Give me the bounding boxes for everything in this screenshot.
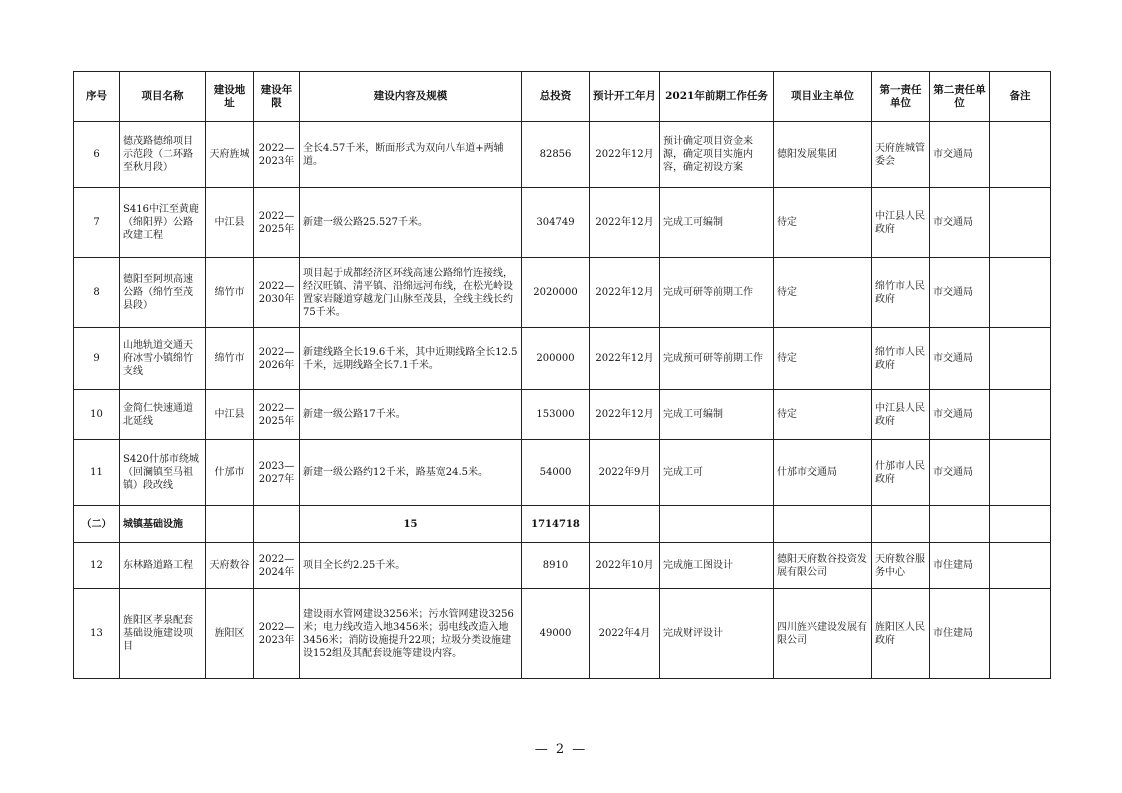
cell-resp1: 中江县人民政府 — [872, 188, 930, 258]
cell-name: 旌阳区孝泉配套基础设施建设项目 — [120, 589, 206, 679]
cell-owner: 待定 — [774, 258, 872, 328]
cell-resp2: 市交通局 — [930, 122, 990, 188]
cell-investment: 54000 — [522, 440, 590, 506]
cell-period: 2022—2026年 — [254, 328, 300, 390]
cell-location: 绵竹市 — [206, 258, 254, 328]
header-cell: 预计开工年月 — [590, 72, 660, 122]
cell-name: 山地轨道交通天府冰雪小镇绵竹支线 — [120, 328, 206, 390]
cell-start: 2022年12月 — [590, 390, 660, 440]
cell-owner: 德阳天府数谷投资发展有限公司 — [774, 543, 872, 589]
cell-resp2: 市交通局 — [930, 188, 990, 258]
table-row — [74, 543, 1051, 589]
cell-period: 2022—2023年 — [254, 589, 300, 679]
cell-note — [990, 258, 1051, 328]
cell-start: 2022年9月 — [590, 440, 660, 506]
cell-task: 完成预可研等前期工作 — [660, 328, 774, 390]
section-row — [74, 506, 1051, 543]
cell-investment: 49000 — [522, 589, 590, 679]
cell-period: 2022—2024年 — [254, 543, 300, 589]
cell-owner: 待定 — [774, 188, 872, 258]
header-cell: 项目名称 — [120, 72, 206, 122]
cell-location: 天府数谷 — [206, 543, 254, 589]
project-table — [73, 71, 1051, 679]
cell-task — [660, 506, 774, 543]
cell-no: 10 — [74, 390, 120, 440]
cell-resp2: 市交通局 — [930, 328, 990, 390]
cell-investment: 1714718 — [522, 506, 590, 543]
cell-content: 全长4.57千米，断面形式为双向八车道+两辅道。 — [300, 122, 522, 188]
cell-task: 完成工可 — [660, 440, 774, 506]
cell-resp1: 中江县人民政府 — [872, 390, 930, 440]
header-cell: 项目业主单位 — [774, 72, 872, 122]
cell-no: 8 — [74, 258, 120, 328]
cell-task: 完成工可编制 — [660, 390, 774, 440]
table-body — [74, 122, 1051, 679]
header-cell: 备注 — [990, 72, 1051, 122]
table-row — [74, 258, 1051, 328]
cell-owner: 什邡市交通局 — [774, 440, 872, 506]
cell-location: 中江县 — [206, 390, 254, 440]
cell-resp1: 旌阳区人民政府 — [872, 589, 930, 679]
cell-resp2 — [930, 506, 990, 543]
cell-owner: 待定 — [774, 328, 872, 390]
cell-note — [990, 589, 1051, 679]
table-row — [74, 122, 1051, 188]
cell-task: 完成工可编制 — [660, 188, 774, 258]
header-row — [74, 72, 1051, 122]
cell-task: 完成可研等前期工作 — [660, 258, 774, 328]
table-row — [74, 328, 1051, 390]
header-cell: 建设地址 — [206, 72, 254, 122]
cell-content: 项目起于成都经济区环线高速公路绵竹连接线，经汉旺镇、清平镇、沿绵远河布线，在松光岭设置家岩隧道穿越龙门山脉至茂县，全线主线长约75千米。 — [300, 258, 522, 328]
header-cell: 总投资 — [522, 72, 590, 122]
cell-content: 15 — [300, 506, 522, 543]
cell-content: 建设雨水管网建设3256米；污水管网建设3256米；电力线改造入地3456米；弱电线改造入地3456米；消防设施提升22项；垃圾分类设施建设152组及其配套设施等建设内容。 — [300, 589, 522, 679]
cell-content: 新建线路全长19.6千米，其中近期线路全长12.5千米，远期线路全长7.1千米。 — [300, 328, 522, 390]
cell-resp2: 市交通局 — [930, 440, 990, 506]
cell-note — [990, 543, 1051, 589]
cell-owner — [774, 506, 872, 543]
cell-resp2: 市住建局 — [930, 543, 990, 589]
cell-start: 2022年12月 — [590, 328, 660, 390]
cell-investment: 200000 — [522, 328, 590, 390]
header-cell: 序号 — [74, 72, 120, 122]
cell-name: 金简仁快速通道北延线 — [120, 390, 206, 440]
cell-name: 城镇基础设施 — [120, 506, 206, 543]
cell-owner: 德阳发展集团 — [774, 122, 872, 188]
cell-name: 德茂路德绵项目示范段（二环路至秋月段） — [120, 122, 206, 188]
cell-investment: 2020000 — [522, 258, 590, 328]
cell-investment: 304749 — [522, 188, 590, 258]
cell-note — [990, 390, 1051, 440]
cell-no: 12 — [74, 543, 120, 589]
cell-task: 完成施工图设计 — [660, 543, 774, 589]
cell-resp1: 绵竹市人民政府 — [872, 328, 930, 390]
cell-name: 东林路道路工程 — [120, 543, 206, 589]
table-row — [74, 440, 1051, 506]
cell-no: 13 — [74, 589, 120, 679]
table-row — [74, 188, 1051, 258]
cell-start: 2022年12月 — [590, 258, 660, 328]
cell-note — [990, 328, 1051, 390]
cell-period: 2022—2030年 — [254, 258, 300, 328]
cell-no: 6 — [74, 122, 120, 188]
cell-resp2: 市住建局 — [930, 589, 990, 679]
table-row — [74, 390, 1051, 440]
cell-start: 2022年12月 — [590, 122, 660, 188]
cell-note — [990, 188, 1051, 258]
cell-start — [590, 506, 660, 543]
cell-resp1: 什邡市人民政府 — [872, 440, 930, 506]
cell-task: 预计确定项目资金来源，确定项目实施内容，确定初设方案 — [660, 122, 774, 188]
cell-location: 绵竹市 — [206, 328, 254, 390]
cell-resp1: 天府数谷服务中心 — [872, 543, 930, 589]
table-row — [74, 589, 1051, 679]
header-cell: 第一责任单位 — [872, 72, 930, 122]
cell-owner: 四川旌兴建设发展有限公司 — [774, 589, 872, 679]
cell-no: 9 — [74, 328, 120, 390]
cell-content: 新建一级公路25.527千米。 — [300, 188, 522, 258]
cell-task: 完成财评设计 — [660, 589, 774, 679]
cell-name: S416中江至黄鹿（绵阳界）公路改建工程 — [120, 188, 206, 258]
cell-start: 2022年4月 — [590, 589, 660, 679]
cell-period: 2022—2025年 — [254, 390, 300, 440]
cell-investment: 82856 — [522, 122, 590, 188]
cell-resp2: 市交通局 — [930, 258, 990, 328]
cell-investment: 8910 — [522, 543, 590, 589]
header-cell: 建设年限 — [254, 72, 300, 122]
cell-investment: 153000 — [522, 390, 590, 440]
cell-resp1: 绵竹市人民政府 — [872, 258, 930, 328]
cell-note — [990, 506, 1051, 543]
cell-period — [254, 506, 300, 543]
cell-name: 德阳至阿坝高速公路（绵竹至茂县段） — [120, 258, 206, 328]
cell-location: 旌阳区 — [206, 589, 254, 679]
header-cell: 第二责任单位 — [930, 72, 990, 122]
cell-period: 2023—2027年 — [254, 440, 300, 506]
cell-content: 新建一级公路17千米。 — [300, 390, 522, 440]
cell-location: 天府旌城 — [206, 122, 254, 188]
cell-no: 11 — [74, 440, 120, 506]
cell-content: 项目全长约2.25千米。 — [300, 543, 522, 589]
cell-location — [206, 506, 254, 543]
header-cell: 建设内容及规模 — [300, 72, 522, 122]
cell-note — [990, 440, 1051, 506]
cell-name: S420什邡市绕城（回澜镇至马祖镇）段改线 — [120, 440, 206, 506]
cell-resp1: 天府旌城管委会 — [872, 122, 930, 188]
cell-period: 2022—2023年 — [254, 122, 300, 188]
cell-resp2: 市交通局 — [930, 390, 990, 440]
cell-content: 新建一级公路约12千米，路基宽24.5米。 — [300, 440, 522, 506]
header-cell: 2021年前期工作任务 — [660, 72, 774, 122]
page-number: — 2 — — [534, 742, 588, 757]
cell-owner: 待定 — [774, 390, 872, 440]
cell-location: 中江县 — [206, 188, 254, 258]
cell-location: 什邡市 — [206, 440, 254, 506]
cell-no: （二） — [74, 506, 120, 543]
cell-period: 2022—2025年 — [254, 188, 300, 258]
cell-no: 7 — [74, 188, 120, 258]
cell-start: 2022年12月 — [590, 188, 660, 258]
cell-note — [990, 122, 1051, 188]
cell-start: 2022年10月 — [590, 543, 660, 589]
cell-resp1 — [872, 506, 930, 543]
